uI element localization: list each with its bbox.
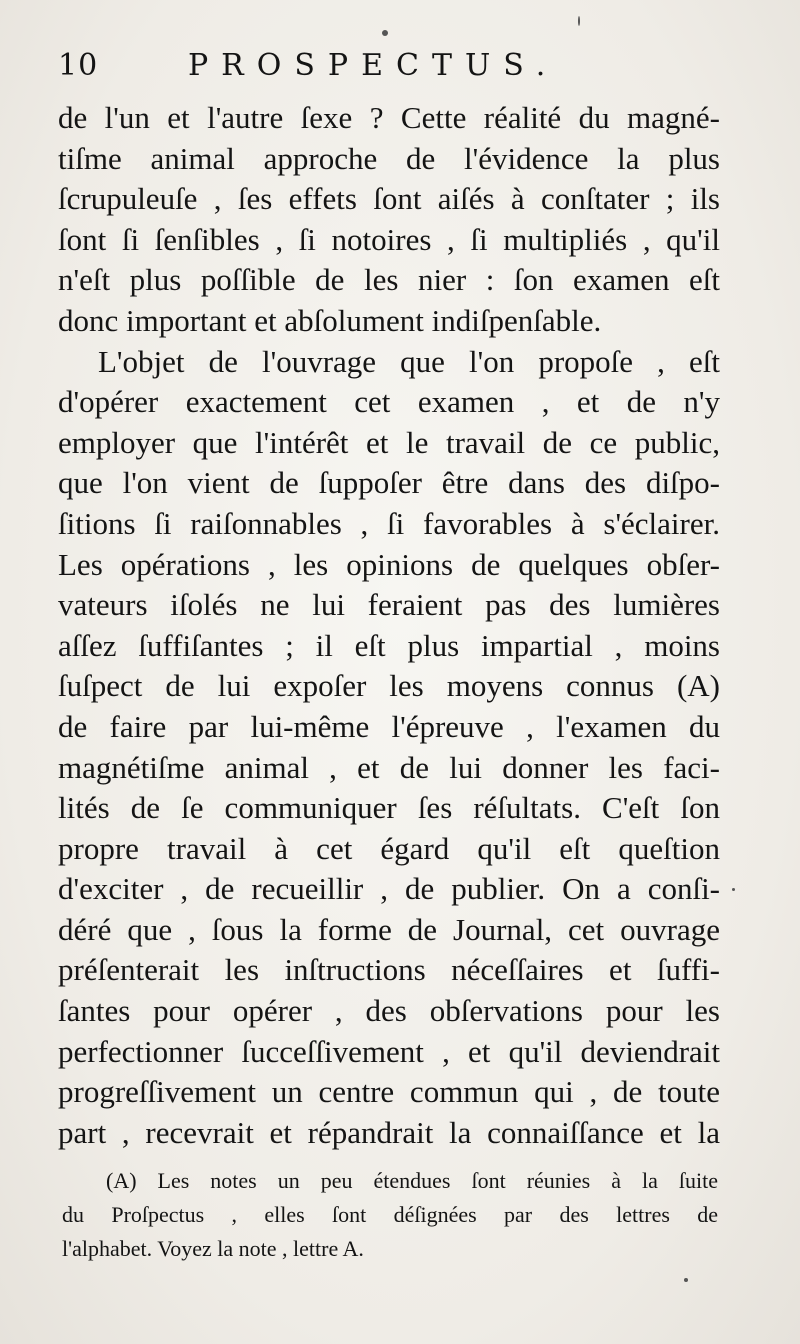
text-line: tiſme animal approche de l'évidence la plus [58, 140, 720, 176]
text-line: employer que l'intérêt et le travail de ce public, [58, 424, 720, 460]
running-head: PROSPECTUS. [188, 48, 559, 83]
text-line: perfectionner ſucceſſivement , et qu'il deviendrait [58, 1033, 720, 1069]
text-line: ſitions ſi raiſonnables , ſi favorables à s'éclairer. [58, 505, 720, 541]
text-line: magnétiſme animal , et de lui donner les faci- [58, 749, 720, 785]
page-number: 10 [58, 48, 99, 83]
text-line: ſcrupuleuſe , ſes effets ſont aiſés à conſtater ; ils [58, 181, 720, 217]
text-line: que l'on vient de ſuppoſer être dans des diſpo- [58, 465, 720, 501]
text-line: propre travail à cet égard qu'il eſt queſtion [58, 830, 720, 866]
text-line: d'exciter , de recueillir , de publier. On a conſi- [58, 871, 720, 907]
text-line: part , recevrait et répandrait la connaiſſance et la [58, 1114, 720, 1150]
text-line: L'objet de l'ouvrage que l'on propoſe , eſt [98, 343, 720, 379]
text-line: de faire par lui-même l'épreuve , l'examen du [58, 708, 720, 744]
text-line: ſuſpect de lui expoſer les moyens connus (A) [58, 668, 720, 704]
text-line: progreſſivement un centre commun qui , de toute [58, 1074, 720, 1110]
text-line: préſenterait les inſtructions néceſſaires et ſuffi- [58, 952, 720, 988]
footnote-line: du Proſpectus , elles ſont déſignées par des lettres de [62, 1202, 718, 1227]
text-line: ſantes pour opérer , des obſervations pour les [58, 993, 720, 1029]
text-line: d'opérer exactement cet examen , et de n'y [58, 384, 720, 420]
footnote [62, 1164, 718, 1266]
footnote-line: l'alphabet. Voyez la note , lettre A. [62, 1236, 364, 1261]
text-line: Les opérations , les opinions de quelques obſer- [58, 546, 720, 582]
text-line: aſſez ſuffiſantes ; il eſt plus impartial , moins [58, 627, 720, 663]
text-line: ſont ſi ſenſibles , ſi notoires , ſi multipliés , qu'il [58, 221, 720, 257]
ink-speck [382, 30, 388, 36]
text-line: lités de ſe communiquer ſes réſultats. C'eſt ſon [58, 790, 720, 826]
footnote-line: (A) Les notes un peu étendues ſont réunies à la ſuite [106, 1168, 718, 1193]
text-line: n'eſt plus poſſible de les nier : ſon examen eſt [58, 262, 720, 298]
ink-speck [578, 16, 580, 26]
text-line: donc important et abſolument indiſpenſable. [58, 302, 602, 338]
text-line: déré que , ſous la forme de Journal, cet ouvrage [58, 911, 720, 947]
body-text [58, 98, 720, 1153]
ink-speck [732, 888, 735, 891]
ink-speck [684, 1278, 688, 1282]
text-line: vateurs iſolés ne lui feraient pas des lumières [58, 587, 720, 623]
text-line: de l'un et l'autre ſexe ? Cette réalité du magné- [58, 100, 720, 135]
page-header [58, 44, 738, 94]
